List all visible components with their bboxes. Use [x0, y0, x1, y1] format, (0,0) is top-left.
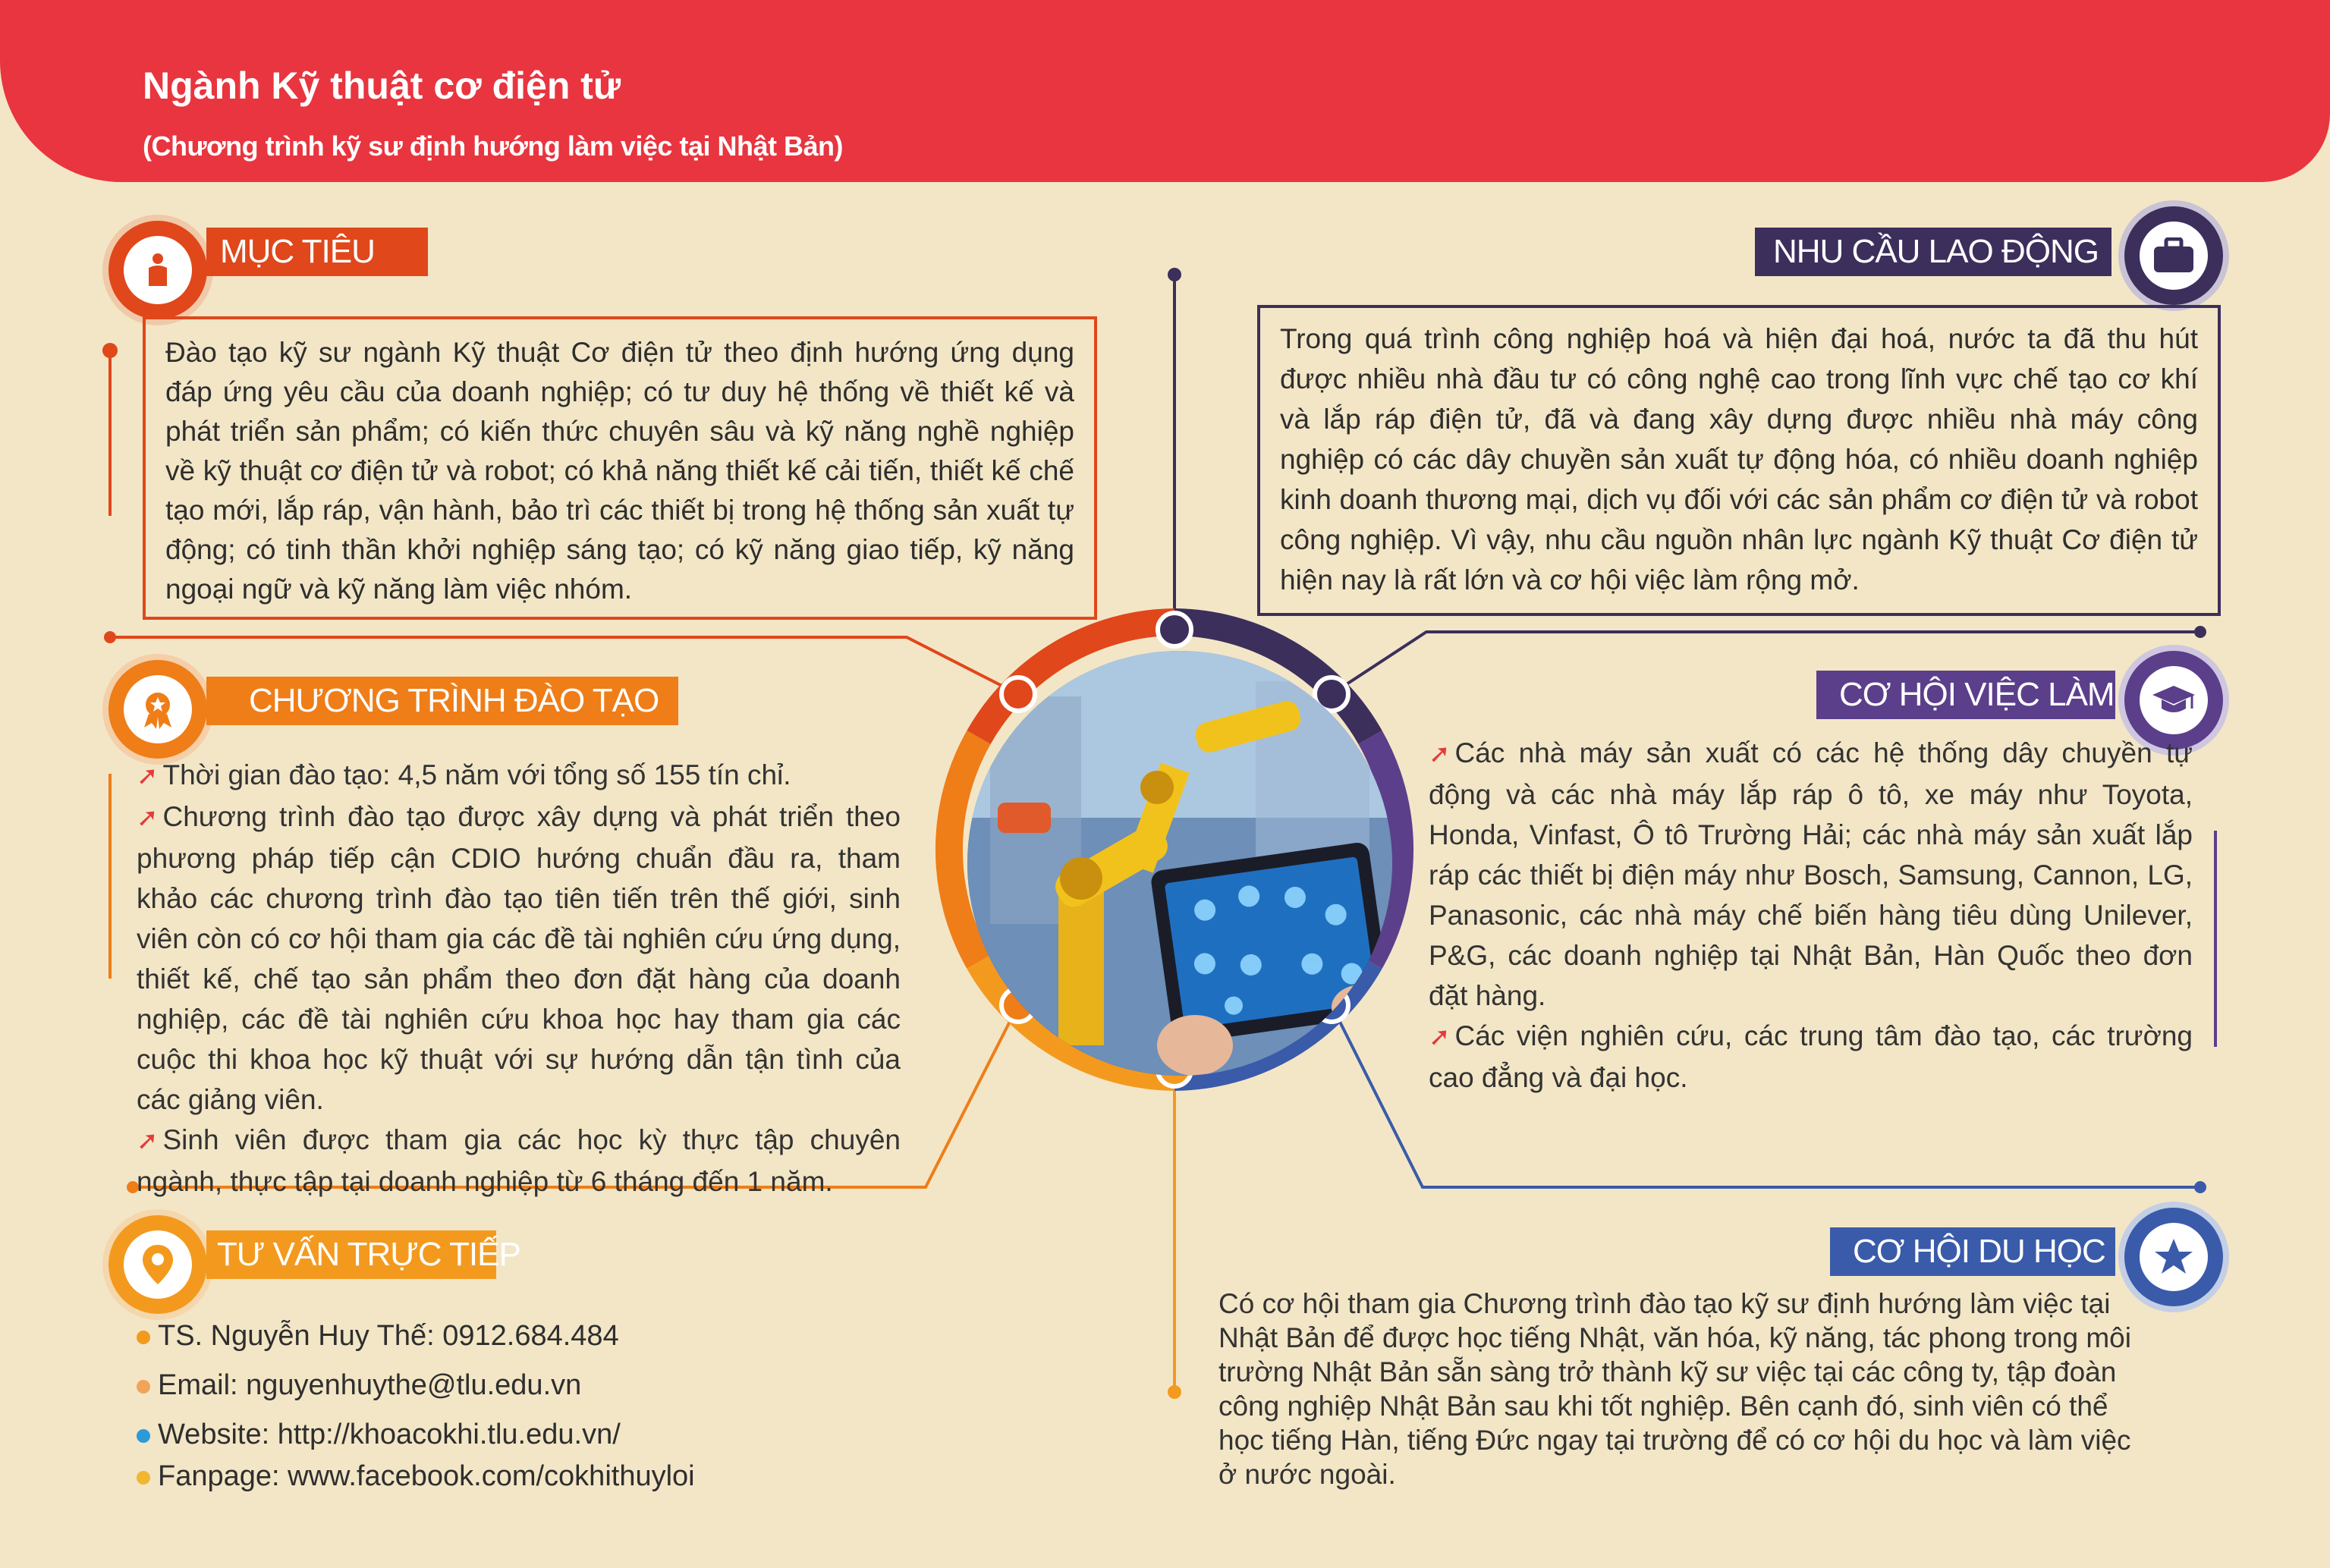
- viec-lam-list: [1429, 733, 2193, 1098]
- location-pin-icon: [124, 1230, 192, 1299]
- facebook-icon: [137, 1471, 150, 1485]
- arrow-bullet-icon: ➚: [137, 1127, 159, 1155]
- muc-tieu-badge: [102, 215, 213, 325]
- du-hoc-text: Có cơ hội tham gia Chương trình đào tạo kỹ sư định hướng làm việc tại Nhật Bản để được học tiếng Nhật, văn hóa, kỹ năng, tác phong trong môi trường Nhật Bản sẵn sàng trở thành kỹ sư việc tại các công ty, tập đoàn công nghiệp Nhật Bản sau khi tốt nghiệp. Bên cạnh đó, sinh viên có thể học tiếng Hàn, tiếng Đức ngay tại trường để có cơ hội du học và làm việc ở nước ngoài.: [1218, 1288, 2131, 1490]
- robot-factory-image: [967, 651, 1392, 1076]
- person-icon: [124, 236, 192, 304]
- page-title: Ngành Kỹ thuật cơ điện tử: [143, 64, 621, 107]
- contact-website[interactable]: Website: http://khoacokhi.tlu.edu.vn/: [137, 1419, 621, 1451]
- list-item: ➚ Các viện nghiên cứu, các trung tâm đào tạo, các trường cao đẳng và đại học.: [1429, 1020, 2193, 1093]
- tu-van-label: TƯ VẤN TRỰC TIẾP: [206, 1230, 496, 1279]
- nhu-cau-label: NHU CẦU LAO ĐỘNG: [1755, 228, 2111, 276]
- contact-email[interactable]: Email: nguyenhuythe@tlu.edu.vn: [137, 1369, 581, 1402]
- arrow-bullet-icon: ➚: [1429, 1023, 1451, 1051]
- chuong-trinh-list: [137, 755, 901, 1202]
- muc-tieu-label: MỤC TIÊU: [206, 228, 428, 276]
- contact-fanpage[interactable]: Fanpage: www.facebook.com/cokhithuyloi: [137, 1460, 695, 1493]
- list-item: ➚ Chương trình đào tạo được xây dựng và phát triển theo phương pháp tiếp cận CDIO hướng chuẩn đầu ra, tham khảo các chương trình đào tạo tiên tiến trên thế giới, sinh viên còn có cơ hội tham gia các đề tài nghiên cứu ứng dụng, thiết kế, chế tạo sản phẩm theo đơn đặt hàng của doanh nghiệp, các đề tài nghiên cứu khoa học hay tham gia các cuộc thi khoa học kỹ thuật với sự hướng dẫn tận tình của các giảng viên.: [137, 801, 901, 1115]
- briefcase-icon: [2140, 222, 2208, 290]
- arrow-bullet-icon: ➚: [1429, 740, 1451, 768]
- list-item: ➚ Sinh viên được tham gia các học kỳ thực tập chuyên ngành, thực tập tại doanh nghiệp từ 6 tháng đến 1 năm.: [137, 1124, 901, 1197]
- chuong-trinh-badge: [102, 654, 213, 765]
- viec-lam-label: CƠ HỘI VIỆC LÀM: [1816, 671, 2115, 719]
- star-icon: [2140, 1223, 2208, 1291]
- muc-tieu-text: Đào tạo kỹ sư ngành Kỹ thuật Cơ điện tử theo định hướng ứng dụng đáp ứng yêu cầu của doanh nghiệp; có tư duy hệ thống về thiết kế và phát triển sản phẩm; có kiến thức chuyên sâu và kỹ năng nghề nghiệp về kỹ thuật cơ điện tử và robot; có khả năng thiết kế cải tiến, thiết kế chế tạo mới, lắp ráp, vận hành, bảo trì các thiết bị trong hệ thống sản xuất tự động; có tinh thần khởi nghiệp sáng tạo; có kỹ năng giao tiếp, kỹ năng ngoại ngữ và kỹ năng làm việc nhóm.: [143, 316, 1097, 620]
- arrow-bullet-icon: ➚: [137, 803, 159, 832]
- medal-icon: [124, 675, 192, 743]
- nhu-cau-text: Trong quá trình công nghiệp hoá và hiện đại hoá, nước ta đã thu hút được nhiều nhà đầu tư có công nghệ cao trong lĩnh vực chế tạo cơ khí và lắp ráp điện tử, đã và đang xây dựng được nhiều nhà máy công nghiệp có các dây chuyền sản xuất tự động hóa, có nhiều doanh nghiệp kinh doanh thương mại, dịch vụ đối với các sản phẩm cơ điện tử và robot công nghiệp. Vì vậy, nhu cầu nguồn nhân lực ngành Kỹ thuật Cơ điện tử hiện nay là rất lớn và cơ hội việc làm rộng mở.: [1257, 305, 2221, 616]
- list-item: ➚ Các nhà máy sản xuất có các hệ thống dây chuyền tự động và các nhà máy lắp ráp ô tô, xe máy như Toyota, Honda, Vinfast, Ô tô Trường Hải; các nhà máy sản xuất lắp ráp các thiết bị điện máy như Bosch, Samsung, Cannon, LG, Panasonic, các nhà máy chế biến hàng tiêu dùng Unilever, P&G, các doanh nghiệp tại Nhật Bản, Hàn Quốc theo đơn đặt hàng.: [1429, 737, 2193, 1011]
- phone-icon: [137, 1331, 150, 1344]
- page-subtitle: (Chương trình kỹ sư định hướng làm việc tại Nhật Bản): [143, 130, 843, 162]
- contact-phone[interactable]: TS. Nguyễn Huy Thế: 0912.684.484: [137, 1320, 619, 1353]
- arrow-bullet-icon: ➚: [137, 762, 159, 790]
- mail-icon: [137, 1380, 150, 1394]
- list-item: ➚ Thời gian đào tạo: 4,5 năm với tổng số 155 tín chỉ.: [137, 759, 791, 790]
- nhu-cau-badge: [2118, 200, 2229, 311]
- graduation-cap-icon: [2140, 666, 2208, 734]
- tu-van-badge: [102, 1209, 213, 1320]
- chuong-trinh-label: CHƯƠNG TRÌNH ĐÀO TẠO: [206, 677, 678, 725]
- globe-icon: [137, 1429, 150, 1443]
- du-hoc-label: CƠ HỘI DU HỌC: [1830, 1227, 2115, 1276]
